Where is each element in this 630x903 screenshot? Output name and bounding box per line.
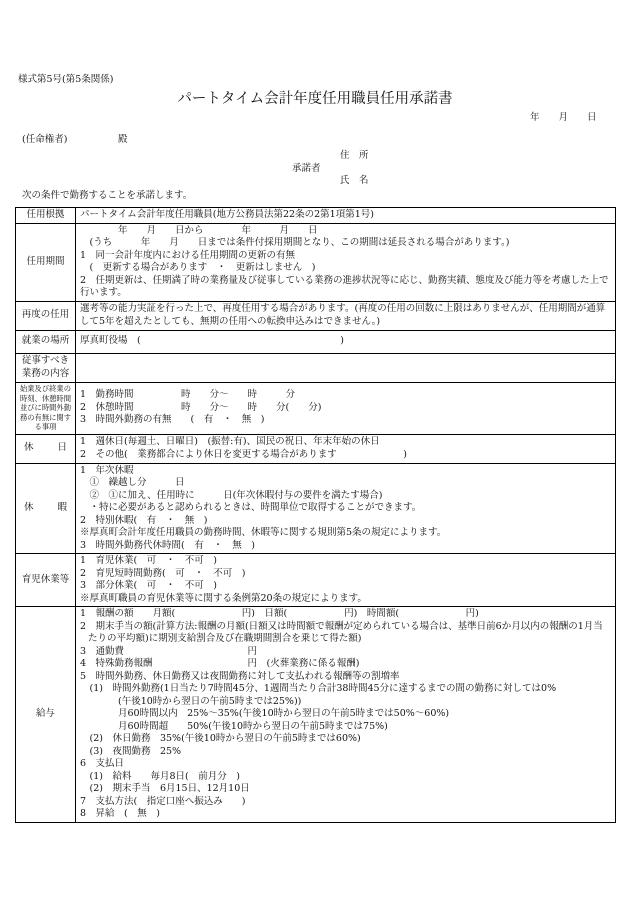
row-childcare [16,554,616,607]
acceptor-label: 承諾者 [292,163,321,174]
label-salary: 給与 [16,607,76,823]
hours-line-overtime: 3 時間外勤務の有無 ( 有 ・ 無 ) [80,414,265,426]
leave-line: ※厚真町会計年度任用職員の勤務時間、休暇等に関する規則第5条の規定によります。 [80,527,447,538]
holidays-line-other: 2 その他( 業務都合により休日を変更する場合があります ) [80,448,407,460]
row-workplace [16,330,616,353]
content-holidays [76,434,616,463]
content-duties [76,353,616,382]
content-appointment-basis [76,208,616,224]
label-reappointment: 再度の任用 [16,301,76,330]
content-leave [76,463,616,554]
childcare-line: 1 育児休業( 可 ・ 不可 ) [80,555,217,566]
salary-line: (午後10時から翌日の午前5時までは25%)) [80,695,302,707]
salary-line: (2) 休日勤務 35%(午後10時から翌日の午前5時までは60%) [80,733,361,745]
salary-line: 3 通勤費 円 [80,645,258,657]
date-line: 年 月 日 [530,112,597,123]
salary-line: 6 支払日 [80,758,125,770]
row-duties [16,353,616,382]
row-appointment-basis [16,208,616,224]
period-dates-line: 年 月 日から 年 月 日 [80,224,318,236]
childcare-line: ※厚真町職員の育児休業等に関する条例第20条の規定によります。 [80,592,367,604]
row-leave [16,463,616,554]
salary-line: 5 時間外勤務、休日勤務又は夜間勤務に対して支払われる報酬等の割増率 [80,670,400,682]
childcare-line: 3 部分休業( 可 ・ 不可 ) [80,580,217,591]
salary-line: 1 報酬の額 月額( 円) 日額( 円) 時間額( 円) [80,608,479,620]
workplace-text: 厚真町役場 ( ) [80,335,344,347]
row-appointment-period [16,223,616,301]
salary-line: 月60時間以内 25%～35%(午後10時から翌日の午前5時までは50%～60%) [80,708,450,720]
intro-text: 次の条件で勤務することを承諾します。 [22,190,193,201]
leave-line: ② ①に加え、任用時に 日(年次休暇付与の要件を満たす場合) [80,489,383,501]
hours-line-work: 1 勤務時間 時 分～ 時 分 [80,389,296,401]
row-reappointment [16,301,616,330]
label-appointment-period: 任用期間 [16,223,76,301]
label-duties: 従事すべき業務の内容 [16,353,76,382]
appointer-label: (任命権者) [22,134,68,145]
leave-line: ・特に必要があると認められるときは、時間単位で取得することができます。 [80,502,422,513]
holidays-label-text: 休 日 [24,442,67,454]
row-working-hours [16,382,616,434]
leave-label-text: 休 暇 [24,502,67,513]
leave-line: 2 特別休暇( 有 ・ 無 ) [80,514,208,526]
content-workplace [76,330,616,353]
leave-line: ① 繰越し分 日 [80,477,185,488]
label-holidays [16,434,76,463]
content-childcare [76,554,616,607]
content-working-hours [76,382,616,434]
renewal-note-line: 2 任期更新は、任期満了時の業務量及び従事している業務の進捗状況等に応じ、勤務実績、態度及び能力等を考慮した上で行います。 [80,274,609,298]
salary-line: (2) 期末手当 6月15日、12月10日 [80,783,250,795]
leave-line: 3 時間外勤務代休時間( 有 ・ 無 ) [80,539,255,551]
hours-line-break: 2 休憩時間 時 分～ 時 分( 分) [80,401,322,413]
salary-line: 4 特殊勤務報酬 円 (火葬業務に係る報酬) [80,658,360,670]
salary-line: (1) 給料 毎月8日( 前月分 ) [80,770,240,782]
salary-line: 7 支払方法( 指定口座へ振込み ) [80,795,246,807]
renewal-heading-line: 1 同一会計年度内における任用期間の更新の有無 [80,249,296,261]
label-working-hours: 始業及び終業の時刻、休憩時間並びに時間外勤務の有無に関する事項 [16,382,76,434]
conditions-table [15,207,616,823]
holidays-line-weekly: 1 週休日(毎週土、日曜日) (振替:有)、国民の祝日、年末年始の休日 [80,436,380,447]
form-number: 様式第5号(第5条関係) [18,74,114,85]
salary-line: 月60時間超 50%(午後10時から翌日の午前5時までは75%) [80,720,388,732]
salary-line: (3) 夜間勤務 25% [80,745,182,757]
reappointment-text: 選考等の能力実証を行った上で、再度任用する場合があります。(再度の任用の回数に上限はありませんが、任用期間が通算して5年を超えたとしても、無期の任用への転換申込みはできません。) [80,303,606,327]
label-appointment-basis: 任用根拠 [16,208,76,224]
salary-line: 8 昇給 ( 無 ) [80,808,160,820]
salary-line: 2 期末手当の額(計算方法:報酬の月額(日額又は時間額で報酬が定められている場合は、基準日前6か月以内の報酬の1月当たりの平均額)に期別支給割合及び在職期間割合を乗じて得た額) [80,620,603,645]
label-leave [16,463,76,554]
row-holidays [16,434,616,463]
address-label: 住 所 [340,150,369,161]
label-childcare: 育児休業等 [16,554,76,607]
probation-line: (うち 年 月 日までは条件付採用期間となり、この期間は延長される場合があります。) [80,237,510,248]
leave-line: 1 年次休暇 [80,464,134,476]
document-title: パートタイム会計年度任用職員任用承諾書 [177,91,453,107]
content-salary [76,607,616,823]
renewal-options-line: ( 更新する場合があります ・ 更新はしません ) [80,262,316,273]
row-salary [16,607,616,823]
content-reappointment [76,301,616,330]
content-appointment-period [76,223,616,301]
salary-line: (1) 時間外勤務(1日当たり7時間45分、1週間当たり合計38時間45分に達するまでの間の勤務に対しては0% [80,683,557,695]
childcare-line: 2 育児短時間勤務( 可 ・ 不可 ) [80,567,246,579]
label-workplace: 就業の場所 [16,330,76,353]
basis-line: パートタイム会計年度任用職員(地方公務員法第22条の2第1項第1号) [80,209,374,220]
appointer-honorific: 殿 [118,134,128,145]
name-label: 氏 名 [340,175,369,186]
